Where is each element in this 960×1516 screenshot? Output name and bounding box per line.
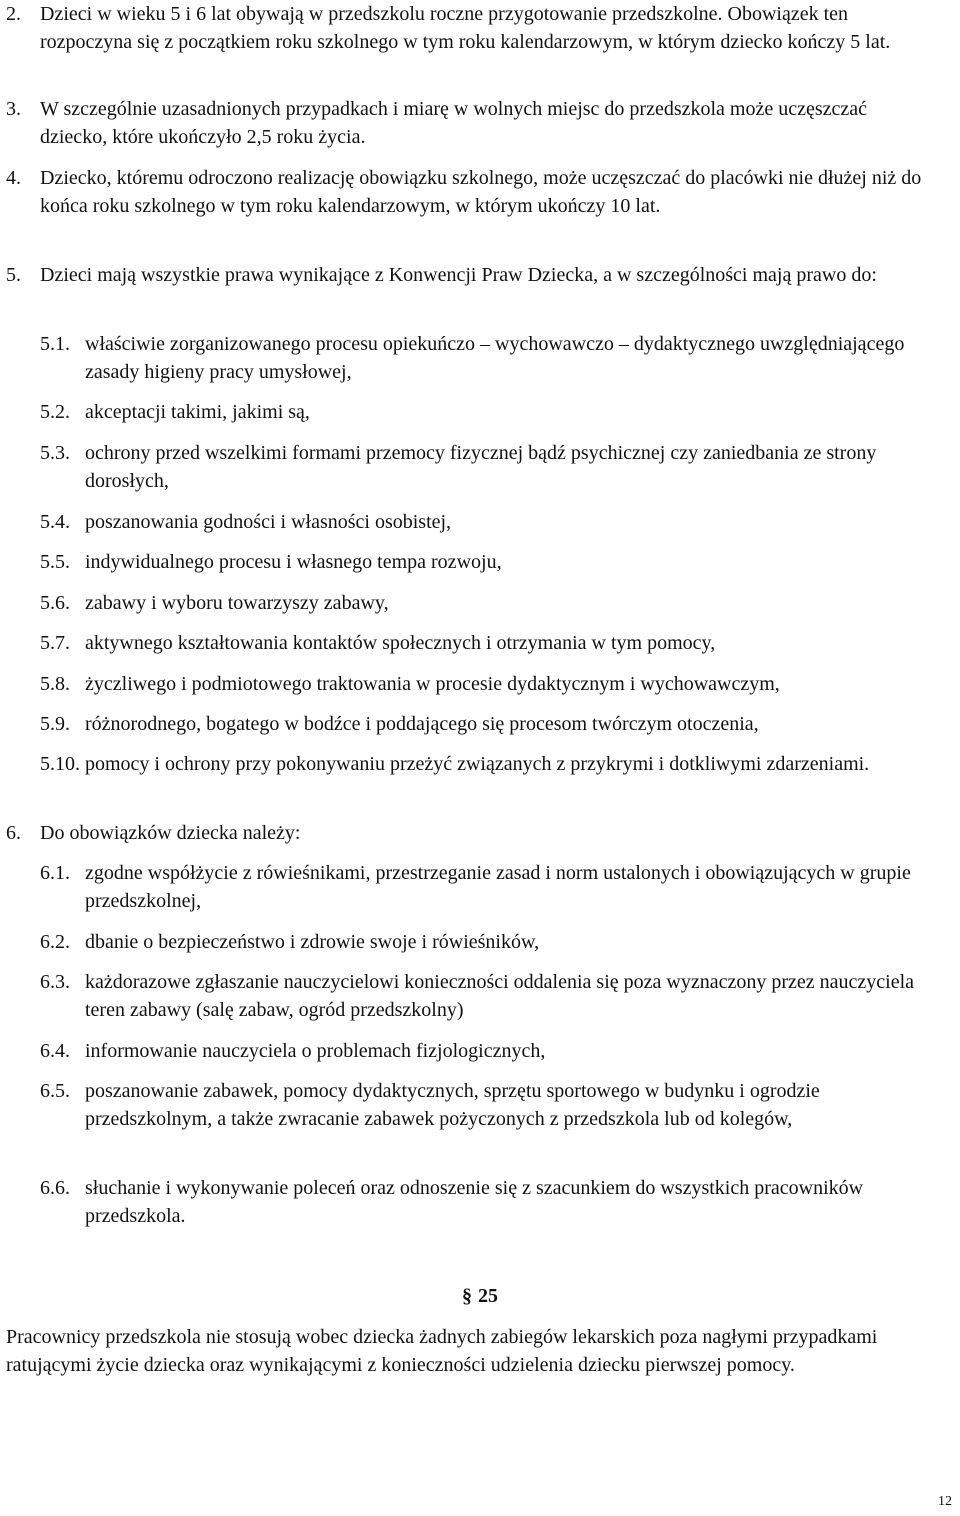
sub-item-text: ochrony przed wszelkimi formami przemocy fizycznej bądź psychicznej czy zaniedbania ze strony dorosłych, <box>85 442 877 492</box>
sub-item-number: 5.3. <box>40 442 70 464</box>
sub-item-number: 5.8. <box>40 673 70 695</box>
sub-item-text: informowanie nauczyciela o problemach fizjologicznych, <box>85 1040 546 1062</box>
page-number: 12 <box>938 1494 952 1509</box>
sub-item-text: poszanowania godności i własności osobistej, <box>85 511 452 533</box>
section-sign: § <box>462 1285 472 1307</box>
sub-item-number: 5.1. <box>40 333 70 355</box>
sub-item-text: dbanie o bezpieczeństwo i zdrowie swoje i rówieśników, <box>85 931 540 953</box>
item-text: Dzieci w wieku 5 i 6 lat obywają w przedszkolu roczne przygotowanie przedszkolne. Obowiązek ten rozpoczyna się z początkiem roku szkolnego w tym roku kalendarzowym, w którym dziecko kończy 5 lat. <box>40 3 891 53</box>
item-number: 5. <box>6 264 21 286</box>
sub-item-number: 6.1. <box>40 862 70 884</box>
sub-item-text: aktywnego kształtowania kontaktów społecznych i otrzymania w tym pomocy, <box>85 632 716 654</box>
sub-item-number: 5.9. <box>40 713 70 735</box>
item-number: 2. <box>6 3 21 25</box>
item-text: Dziecko, któremu odroczono realizację obowiązku szkolnego, może uczęszczać do placówki nie dłużej niż do końca roku szkolnego w tym roku kalendarzowym, w którym ukończy 10 lat. <box>40 167 922 217</box>
sub-item-text: życzliwego i podmiotowego traktowania w procesie dydaktycznym i wychowawczym, <box>85 673 780 695</box>
sub-item-text: indywidualnego procesu i własnego tempa rozwoju, <box>85 551 502 573</box>
item-number: 6. <box>6 822 21 844</box>
sub-item-number: 6.6. <box>40 1177 70 1199</box>
sub-item-number: 5.5. <box>40 551 70 573</box>
sub-item-number: 6.2. <box>40 931 70 953</box>
sub-item-number: 5.6. <box>40 592 70 614</box>
item-text: Dzieci mają wszystkie prawa wynikające z Konwencji Praw Dziecka, a w szczególności mają prawo do: <box>40 264 877 286</box>
sub-item-text: każdorazowe zgłaszanie nauczycielowi konieczności oddalenia się poza wyznaczony przez nauczyciela teren zabawy (salę zabaw, ogród przedszkolny) <box>85 971 915 1021</box>
sub-item-text: zabawy i wyboru towarzyszy zabawy, <box>85 592 389 614</box>
section-number: 25 <box>478 1285 498 1307</box>
sub-item-number: 6.5. <box>40 1080 70 1102</box>
sub-item-number: 6.4. <box>40 1040 70 1062</box>
sub-item-number: 6.3. <box>40 971 70 993</box>
item-text: W szczególnie uzasadnionych przypadkach i miarę w wolnych miejsc do przedszkola może uczęszczać dziecko, które ukończyło 2,5 roku życia. <box>40 98 868 148</box>
section-heading <box>0 1282 960 1310</box>
sub-item-number: 5.4. <box>40 511 70 533</box>
sub-item-text: różnorodnego, bogatego w bodźce i poddającego się procesom twórczym otoczenia, <box>85 713 759 735</box>
section-paragraph: Pracownicy przedszkola nie stosują wobec dziecka żadnych zabiegów lekarskich poza nagłymi przypadkami ratującymi życie dziecka oraz wynikającymi z konieczności udzielenia dziecku pierwszej pomocy. <box>6 1326 878 1376</box>
sub-item-number: 5.7. <box>40 632 70 654</box>
item-number: 3. <box>6 98 21 120</box>
sub-item-number: 5.2. <box>40 401 70 423</box>
item-number: 4. <box>6 167 21 189</box>
sub-item-number: 5.10. <box>40 753 80 775</box>
sub-item-text: właściwie zorganizowanego procesu opiekuńczo – wychowawczo – dydaktycznego uwzględniającego zasady higieny pracy umysłowej, <box>85 333 905 383</box>
item-text: Do obowiązków dziecka należy: <box>40 822 301 844</box>
sub-item-text: zgodne współżycie z rówieśnikami, przestrzeganie zasad i norm ustalonych i obowiązujących w grupie przedszkolnej, <box>85 862 911 912</box>
sub-item-text: poszanowanie zabawek, pomocy dydaktycznych, sprzętu sportowego w budynku i ogrodzie przedszkolnym, a także zwracanie zabawek pożyczonych z przedszkola lub od kolegów, <box>85 1080 820 1130</box>
sub-item-text: pomocy i ochrony przy pokonywaniu przeżyć związanych z przykrymi i dotkliwymi zdarzeniami. <box>85 753 870 775</box>
sub-item-text: słuchanie i wykonywanie poleceń oraz odnoszenie się z szacunkiem do wszystkich pracowników przedszkola. <box>85 1177 864 1227</box>
sub-item-text: akceptacji takimi, jakimi są, <box>85 401 310 423</box>
